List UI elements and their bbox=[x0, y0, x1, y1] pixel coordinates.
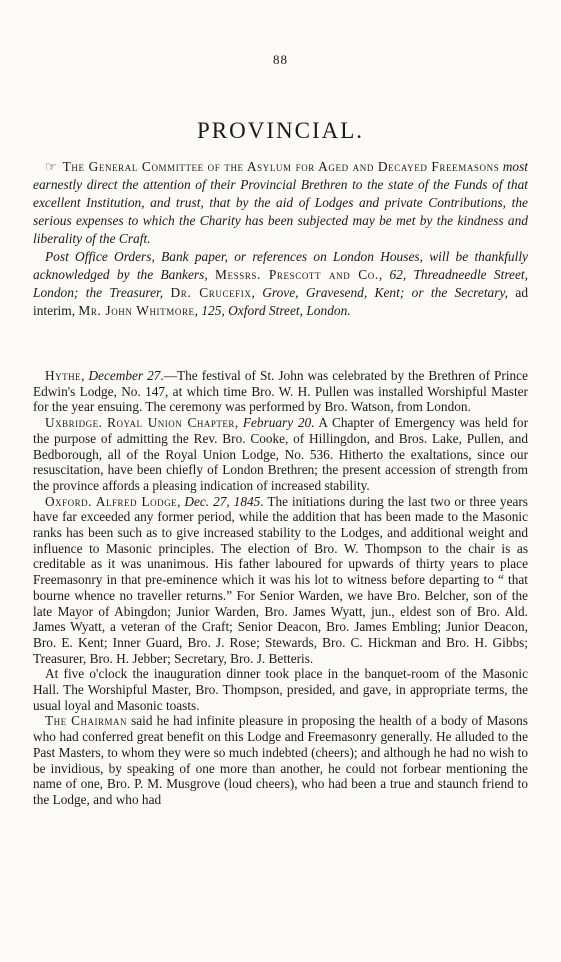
report-text: . A Chapter of Emergency was held for the purpose of admitting the Rev. Bro. Cooke, of Hillingdon, and Bros. Lake, Pullen, and Bedborough, all of the Royal Union Lodge, No. 536. Hitherto the exaltations, since our resuscitation, have been chiefly of London Brethren; the present accession of strength from the province affords a pleasing indication of increased stability. bbox=[33, 415, 528, 493]
asylum-notice bbox=[33, 158, 528, 320]
report-place: Oxford. bbox=[45, 493, 92, 509]
report-dinner: At five o'clock the inauguration dinner took place in the banquet-room of the Masonic Hall. The Worshipful Master, Bro. Thompson, presided, and gave, in appropriate terms, the usual loyal and Masonic toasts. bbox=[33, 666, 528, 713]
section-heading: PROVINCIAL. bbox=[196, 118, 365, 143]
notice-text: , bbox=[71, 303, 79, 318]
notice-text: ad interim bbox=[33, 285, 529, 318]
secretary-name: Mr. John Whitmore bbox=[78, 303, 195, 318]
report-text: .—The festival of St. John was celebrated by the Brethren of Prince Edwin's Lodge, No. 147, at which time Bro. W. H. Pullen was installed Worshipful Master for the year ensuing. The ceremony was performed by Bro. Watson, from London. bbox=[33, 368, 528, 415]
report-place: Hythe bbox=[45, 368, 82, 383]
report-chairman bbox=[33, 713, 528, 807]
report-lodge: Alfred Lodge bbox=[95, 493, 178, 509]
report-text: . The initiations during the last two or three years have far exceeded any former period, while the addition that has been made to the Masonic ranks has been such as to give increased stability to the Lodges, and additional weight and influence to Masonic principles. The election of Bro. W. Thompson to the chair is as creditable as it was unanimous. His father laboured for upwards of thirty years to place Freemasonry in that pre-eminence which it was his lot to witness before departing to “ that bourne whence no traveller returns.” For Senior Warden, we have Bro. Belcher, son of the late Mayor of Abingdon; Junior Warden, Bro. James Wyatt, jun., eldest son of Bro. Ald. James Wyatt, a veteran of the Craft; Senior Deacon, Bro. James Embling; Junior Deacon, Bro. E. Kent; Inner Guard, Bro. J. Rose; Stewards, Bro. C. Hickman and Bro. H. Gibbs; Treasurer, Bro. H. Jebber; Secretary, Bro. J. Betteris. bbox=[33, 493, 528, 666]
report-uxbridge: Uxbridge. Royal Union Chapter, February 20. A Chapter of Emergency was held for the purpose of admitting the Rev. Bro. Cooke, of Hillingdon, and Bros. Lake, Pullen, and Bedborough, all of the Royal Union Lodge, No. 536. Hitherto the exaltations, since our resuscitation, have been chiefly of London Brethren; the present accession of strength from the province affords a pleasing indication of increased stability. bbox=[33, 415, 528, 493]
notice-body: most earnestly direct the attention of their Provincial Brethren to the state of the Funds of that excellent Institution, and trust, that by the aid of Lodges and private Contributions, the serious expenses to which the Charity has been subjected may be met by the kindness and liberality of the Craft. bbox=[33, 159, 528, 246]
notice-text: , 125, Oxford Street, London. bbox=[194, 303, 351, 318]
notice-text: , 62, Threadneedle Street, London; the Treasurer, bbox=[33, 267, 528, 300]
page-number: 88 bbox=[273, 52, 288, 67]
pointing-hand-icon: ☞ bbox=[45, 159, 57, 174]
report-chapter: Royal Union Chapter bbox=[107, 415, 235, 431]
report-place: Uxbridge. bbox=[45, 415, 103, 431]
notice-paragraph-1 bbox=[33, 158, 528, 248]
notice-text: , Grove, Gravesend, Kent; or the Secretary, bbox=[251, 285, 516, 300]
treasurer-name: Dr. Crucefix bbox=[170, 285, 252, 300]
speaker: The Chairman bbox=[45, 713, 128, 729]
report-date: December 27 bbox=[88, 368, 161, 383]
report-hythe: Hythe, December 27.—The festival of St. John was celebrated by the Brethren of Prince Edwin's Lodge, No. 147, at which time Bro. W. H. Pullen was installed Worshipful Master for the year ensuing. The ceremony was performed by Bro. Watson, from London. bbox=[33, 368, 528, 415]
report-date: February 20 bbox=[242, 415, 312, 431]
report-oxford: Oxford. Alfred Lodge, Dec. 27, 1845. The initiations during the last two or three years have far exceeded any former period, while the addition that has been made to the Masonic ranks has been such as to give increased stability to the Lodges, and additional weight and influence to Masonic principles. The election of Bro. W. Thompson to the chair is as creditable as it was unanimous. His father laboured for upwards of thirty years to place Freemasonry in that pre-eminence which it was his lot to witness before departing to “ that bourne whence no traveller returns.” For Senior Warden, we have Bro. Belcher, son of the late Mayor of Abingdon; Junior Warden, Bro. James Wyatt, jun., eldest son of Bro. Ald. James Wyatt, a veteran of the Craft; Senior Deacon, Bro. James Embling; Junior Deacon, Bro. E. Kent; Inner Guard, Bro. J. Rose; Stewards, Bro. C. Hickman and Bro. H. Gibbs; Treasurer, Bro. H. Jebber; Secretary, Bro. J. Betteris. bbox=[33, 493, 528, 666]
notice-lead: The General Committee of the Asylum for Aged and Decayed Freemasons bbox=[62, 159, 500, 174]
notice-paragraph-2 bbox=[33, 248, 528, 320]
report-text: said he had infinite pleasure in proposing the health of a body of Masons who had conferred great benefit on this Lodge and Freemasonry generally. He alluded to the Past Masters, to whom they were so much indebted (cheers); and although he had no wish to be invidious, by speaking of one more than another, he could not forbear mentioning the name of one, Bro. P. M. Musgrove (loud cheers), who had been a true and staunch friend to the Lodge, and who had bbox=[33, 713, 528, 807]
report-date: Dec. 27, 1845 bbox=[184, 493, 261, 509]
provincial-reports bbox=[33, 368, 528, 808]
bankers-name: Messrs. Prescott and Co. bbox=[215, 267, 379, 282]
notice-text: Post Office Orders, Bank paper, or references on London Houses, will be thankfully acknowledged by the Bankers, bbox=[33, 249, 528, 282]
